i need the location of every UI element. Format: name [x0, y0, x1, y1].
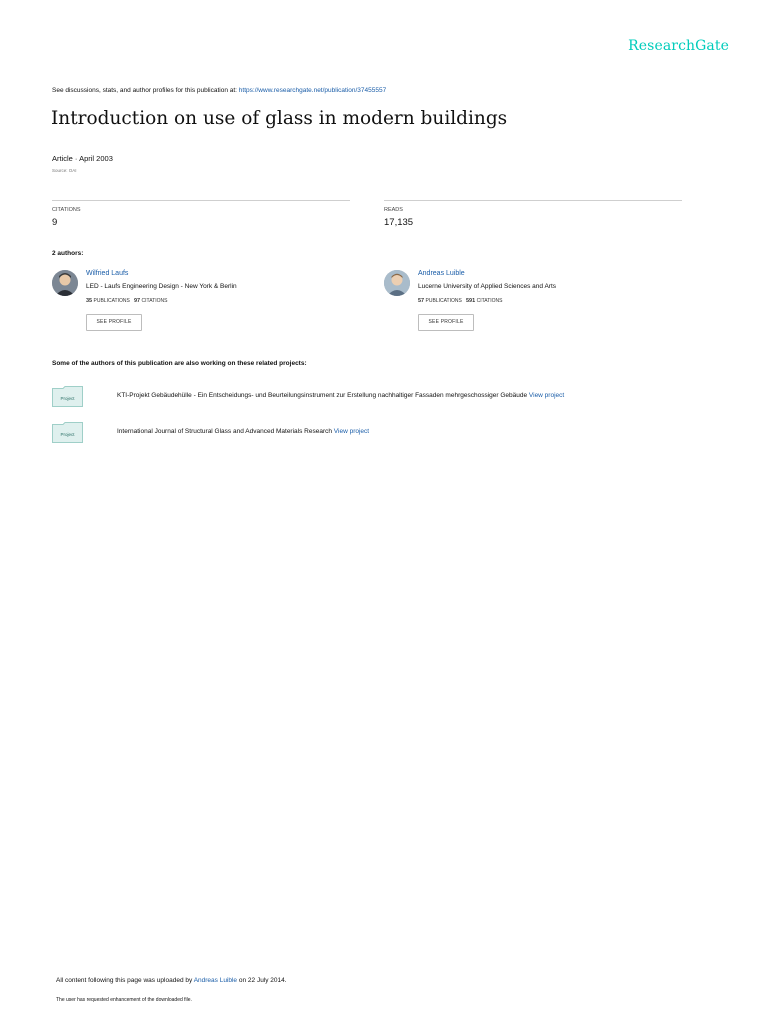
see-profile-button[interactable]: SEE PROFILE	[418, 314, 474, 331]
avatar[interactable]	[384, 270, 410, 296]
publication-title: Introduction on use of glass in modern buildings	[51, 108, 508, 129]
enhancement-note: The user has requested enhancement of the downloaded file.	[56, 997, 192, 1003]
publications-count: 57	[418, 298, 425, 304]
citations-divider	[52, 200, 350, 201]
project-description	[117, 428, 369, 435]
publication-link[interactable]: https://www.researchgate.net/publication/37455557	[238, 87, 387, 94]
author-stats	[86, 298, 167, 304]
upload-prefix: All content following this page was uploaded by	[56, 977, 194, 984]
author-citations-count: 97	[134, 298, 141, 304]
authors-heading: 2 authors:	[52, 250, 84, 257]
project-folder-icon	[52, 422, 83, 443]
publications-label: PUBLICATIONS	[93, 298, 130, 304]
author-citations-label: CITATIONS	[476, 298, 503, 304]
reads-label: READS	[384, 207, 403, 213]
author-card	[384, 270, 684, 334]
reads-divider	[384, 200, 682, 201]
author-name[interactable]: Andreas Luible	[418, 270, 465, 277]
reads-value: 17,135	[384, 217, 414, 228]
person-photo-icon	[384, 270, 410, 296]
see-profile-button[interactable]: SEE PROFILE	[86, 314, 142, 331]
author-stats	[418, 298, 503, 304]
uploader-link[interactable]: Andreas Luible	[193, 977, 238, 984]
project-folder-label: Project	[60, 396, 75, 401]
publications-count: 35	[86, 298, 93, 304]
researchgate-logo[interactable]: ResearchGate	[628, 38, 729, 54]
source-label: Source: OAI	[52, 168, 77, 173]
citations-value: 9	[52, 217, 58, 228]
project-item	[52, 386, 752, 410]
author-institution: Lucerne University of Applied Sciences and Arts	[418, 283, 557, 290]
project-title: International Journal of Structural Glass and Advanced Materials Research	[117, 428, 332, 435]
citations-label: CITATIONS	[52, 207, 81, 213]
author-citations-count: 591	[466, 298, 476, 304]
upload-notice	[56, 977, 287, 984]
related-projects-heading: Some of the authors of this publication are also working on these related projects:	[52, 360, 307, 367]
view-project-link[interactable]: View project	[333, 428, 370, 435]
project-folder-label: Project	[60, 432, 75, 437]
discussion-line	[52, 87, 386, 94]
avatar[interactable]	[52, 270, 78, 296]
author-citations-label: CITATIONS	[141, 298, 168, 304]
person-photo-icon	[52, 270, 78, 296]
publications-label: PUBLICATIONS	[425, 298, 462, 304]
article-date: Article · April 2003	[52, 154, 113, 163]
upload-suffix: on 22 July 2014.	[237, 977, 287, 984]
project-title: KTI-Projekt Gebäudehülle - Ein Entscheidungs- und Beurteilungsinstrument zur Erstellung nachhaltiger Fassaden mehrgeschossiger Gebäude	[117, 392, 528, 399]
author-name[interactable]: Wilfried Laufs	[86, 270, 129, 277]
discussion-prefix: See discussions, stats, and author profiles for this publication at:	[52, 87, 239, 94]
view-project-link[interactable]: View project	[528, 392, 565, 399]
project-folder-icon	[52, 386, 83, 407]
project-item	[52, 422, 752, 446]
author-card	[52, 270, 352, 334]
author-institution: LED - Laufs Engineering Design - New York & Berlin	[86, 283, 237, 290]
project-description	[117, 392, 564, 399]
